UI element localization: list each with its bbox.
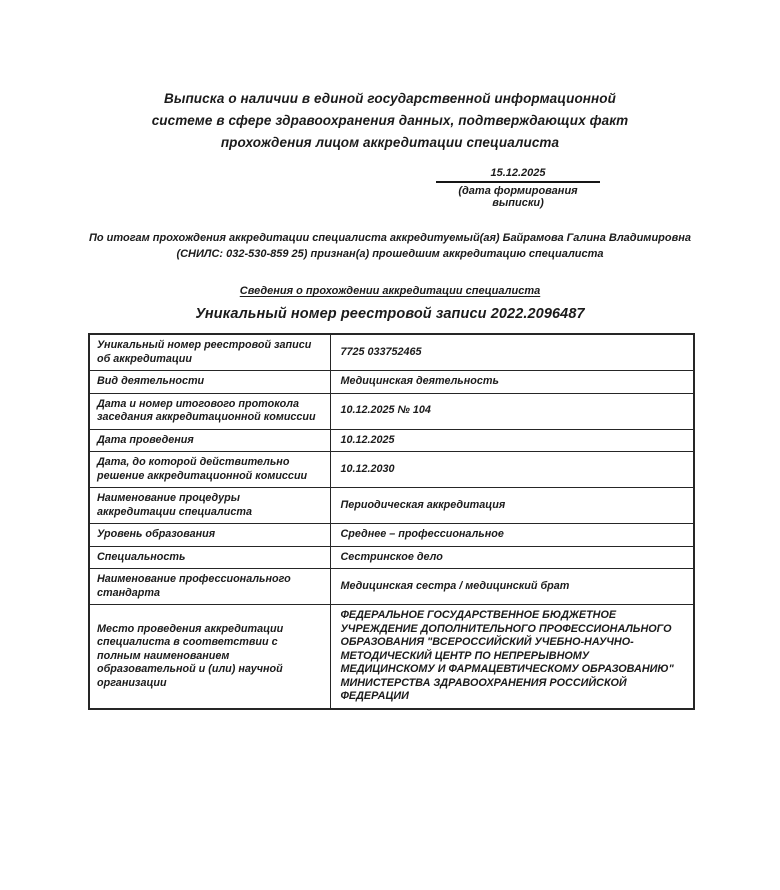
- table-row-procedure-name: [89, 488, 694, 524]
- row-value: Сестринское дело: [330, 546, 694, 569]
- row-label: Дата и номер итогового протокола заседания аккредитационной комиссии: [89, 393, 330, 429]
- row-value: 10.12.2025: [330, 429, 694, 452]
- row-label: Уникальный номер реестровой записи об аккредитации: [89, 334, 330, 371]
- table-row-professional-standard: [89, 569, 694, 605]
- row-value: Периодическая аккредитация: [330, 488, 694, 524]
- intro-paragraph: По итогам прохождения аккредитации специалиста аккредитуемый(ая) Байрамова Галина Владимировна (СНИЛС: 032-530-859 25) признан(а) прошедшим аккредитацию специалиста: [88, 232, 692, 260]
- row-label: Вид деятельности: [89, 371, 330, 394]
- issue-date-caption: (дата формирования выписки): [458, 185, 578, 209]
- table-row-accreditation-place: [89, 605, 694, 709]
- issue-date-block: [436, 167, 600, 209]
- table-row-activity-type: [89, 371, 694, 394]
- row-value: Медицинская сестра / медицинский брат: [330, 569, 694, 605]
- document-title-line-2: системе в сфере здравоохранения данных, подтверждающих факт: [151, 113, 629, 128]
- row-value: Медицинская деятельность: [330, 371, 694, 394]
- document-title-line-1: Выписка о наличии в единой государственной информационной: [163, 91, 616, 106]
- table-row-protocol: [89, 393, 694, 429]
- row-label: Наименование процедуры аккредитации специалиста: [89, 488, 330, 524]
- row-value: ФЕДЕРАЛЬНОЕ ГОСУДАРСТВЕННОЕ БЮДЖЕТНОЕ УЧРЕЖДЕНИЕ ДОПОЛНИТЕЛЬНОГО ПРОФЕССИОНАЛЬНОГО ОБРАЗОВАНИЯ "ВСЕРОССИЙСКИЙ УЧЕБНО-НАУЧНО-МЕТОДИЧЕСКИЙ ЦЕНТР ПО НЕПРЕРЫВНОМУ МЕДИЦИНСКОМУ И ФАРМАЦЕВТИЧЕСКОМУ ОБРАЗОВАНИЮ" МИНИСТЕРСТВА ЗДРАВООХРАНЕНИЯ РОССИЙСКОЙ ФЕДЕРАЦИИ: [330, 605, 694, 709]
- table-row-valid-until: [89, 452, 694, 488]
- registry-number-heading: Уникальный номер реестровой записи 2022.2096487: [195, 306, 585, 322]
- row-value: 10.12.2025 № 104: [330, 393, 694, 429]
- table-row-registry-number: [89, 334, 694, 371]
- table-row-specialty: [89, 546, 694, 569]
- accreditation-table: [88, 333, 695, 710]
- row-label: Специальность: [89, 546, 330, 569]
- row-label: Уровень образования: [89, 524, 330, 547]
- table-row-education-level: [89, 524, 694, 547]
- row-value: Среднее – профессиональное: [330, 524, 694, 547]
- issue-date: 15.12.2025: [436, 167, 600, 183]
- document-title: [0, 0, 780, 154]
- row-label: Дата проведения: [89, 429, 330, 452]
- row-label: Наименование профессионального стандарта: [89, 569, 330, 605]
- row-label: Дата, до которой действительно решение аккредитационной комиссии: [89, 452, 330, 488]
- row-value: 10.12.2030: [330, 452, 694, 488]
- row-value: 7725 033752465: [330, 334, 694, 371]
- row-label: Место проведения аккредитации специалиста в соответствии с полным наименованием образовательной и (или) научной организации: [89, 605, 330, 709]
- section-heading: Сведения о прохождении аккредитации специалиста: [239, 285, 541, 297]
- document-title-line-3: прохождения лицом аккредитации специалиста: [220, 135, 560, 150]
- table-row-date-held: [89, 429, 694, 452]
